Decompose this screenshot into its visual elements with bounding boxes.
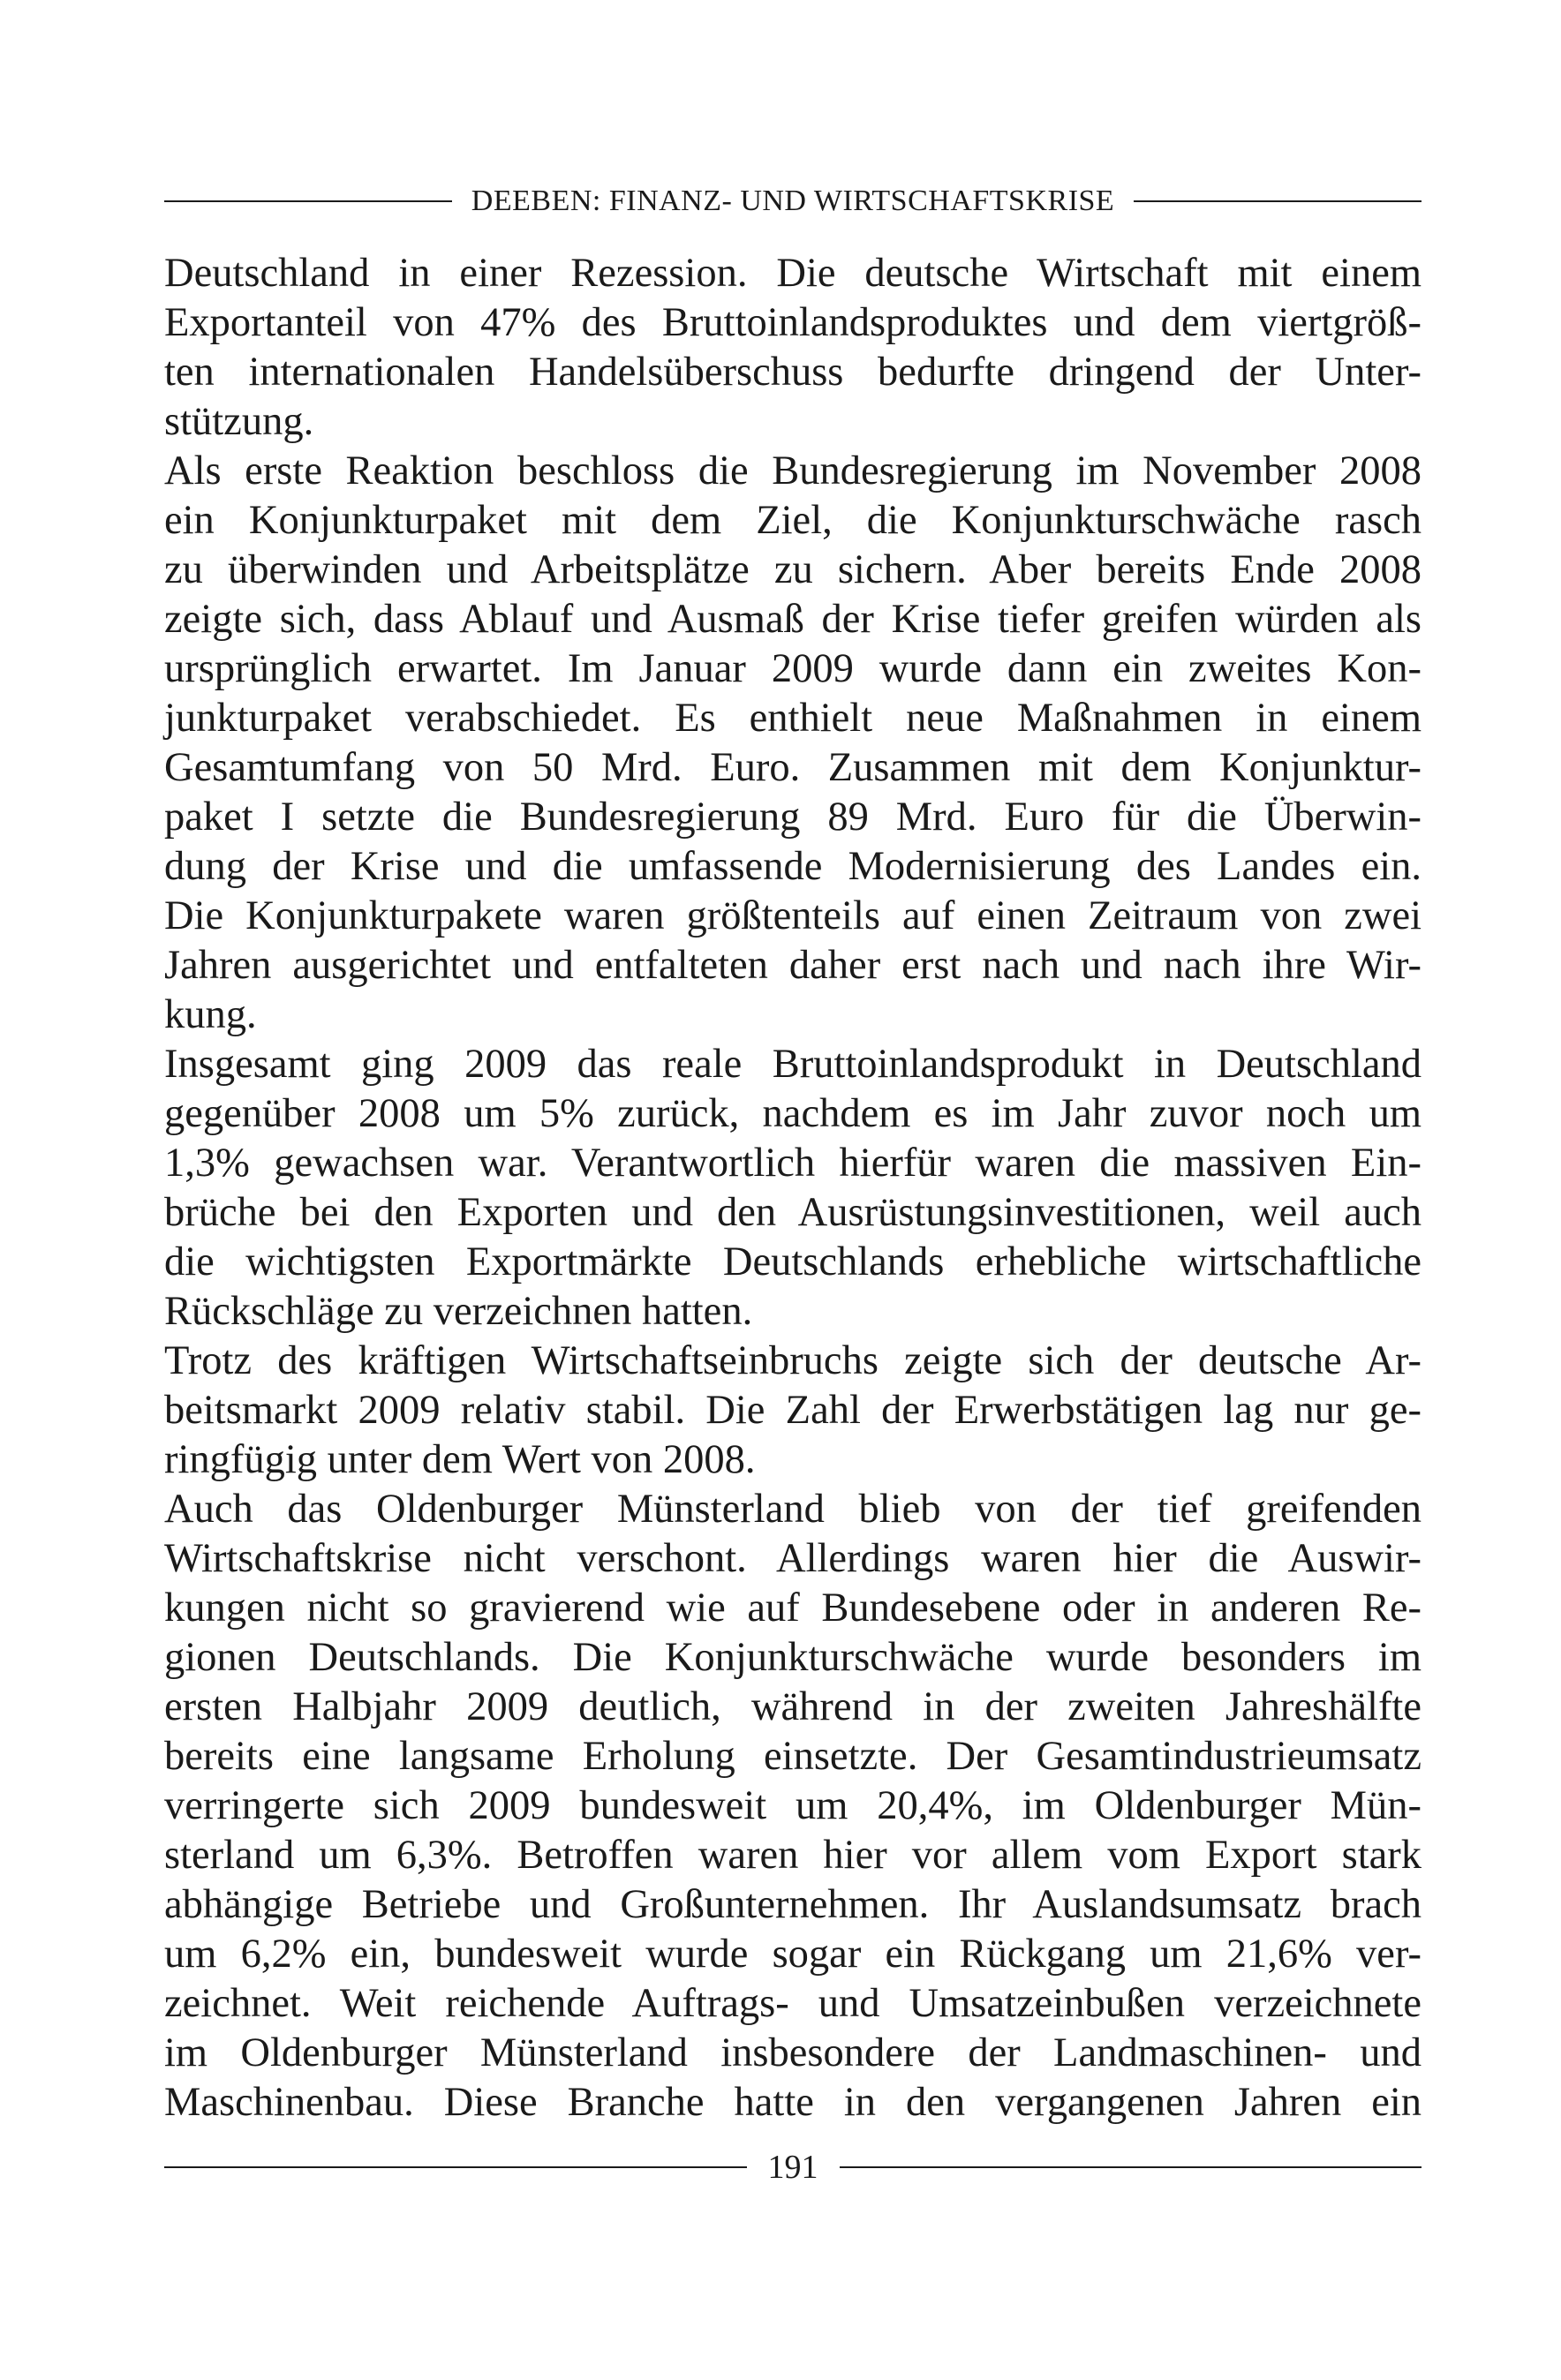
text-line: Als erste Reaktion beschloss die Bundesregierung im November 2008 <box>164 448 1421 493</box>
text-line: gegenüber 2008 um 5% zurück, nachdem es im Jahr zuvor noch um <box>164 1091 1421 1136</box>
footer-rule-left <box>164 2166 747 2168</box>
text-line: Deutschland in einer Rezession. Die deutsche Wirtschaft mit einem <box>164 251 1421 296</box>
running-header <box>164 179 1421 223</box>
text-line: Gesamtumfang von 50 Mrd. Euro. Zusammen mit dem Konjunktur- <box>164 745 1421 790</box>
text-line: dung der Krise und die umfassende Modernisierung des Landes ein. <box>164 844 1421 889</box>
page-number: 191 <box>767 2149 818 2186</box>
text-line: Die Konjunkturpakete waren größtenteils auf einen Zeitraum von zwei <box>164 893 1421 938</box>
header-rule-left <box>164 200 452 202</box>
text-line: paket I setzte die Bundesregierung 89 Mrd. Euro für die Überwin- <box>164 795 1421 840</box>
running-title: DEEBEN: FINANZ- UND WIRTSCHAFTSKRISE <box>471 185 1115 217</box>
text-line: Insgesamt ging 2009 das reale Bruttoinlandsprodukt in Deutschland <box>164 1042 1421 1087</box>
text-line: zu überwinden und Arbeitsplätze zu sichern. Aber bereits Ende 2008 <box>164 547 1421 592</box>
text-line: gionen Deutschlands. Die Konjunkturschwäche wurde besonders im <box>164 1635 1421 1680</box>
text-line: beitsmarkt 2009 relativ stabil. Die Zahl der Erwerbstätigen lag nur ge- <box>164 1388 1421 1433</box>
text-line: Wirtschaftskrise nicht verschont. Allerdings waren hier die Auswir- <box>164 1536 1421 1581</box>
text-line: kung. <box>164 992 257 1037</box>
text-line: Exportanteil von 47% des Bruttoinlandsproduktes und dem viertgröß- <box>164 300 1421 345</box>
text-line: zeigte sich, dass Ablauf und Ausmaß der Krise tiefer greifen würden als <box>164 597 1421 642</box>
text-line: Maschinenbau. Diese Branche hatte in den vergangenen Jahren ein <box>164 2080 1421 2125</box>
header-rule-right <box>1134 200 1421 202</box>
text-line: stützung. <box>164 399 314 444</box>
text-line: ten internationalen Handelsüberschuss bedurfte dringend der Unter- <box>164 350 1421 395</box>
text-line: um 6,2% ein, bundesweit wurde sogar ein Rückgang um 21,6% ver- <box>164 1932 1421 1977</box>
text-line: abhängige Betriebe und Großunternehmen. Ihr Auslandsumsatz brach <box>164 1882 1421 1927</box>
text-line: brüche bei den Exporten und den Ausrüstungsinvestitionen, weil auch <box>164 1190 1421 1235</box>
text-line: kungen nicht so gravierend wie auf Bundesebene oder in anderen Re- <box>164 1585 1421 1631</box>
footer-rule-right <box>840 2166 1422 2168</box>
text-line: sterland um 6,3%. Betroffen waren hier vor allem vom Export stark <box>164 1833 1421 1878</box>
text-line: Jahren ausgerichtet und entfalteten daher erst nach und nach ihre Wir- <box>164 943 1421 988</box>
text-line: ersten Halbjahr 2009 deutlich, während in der zweiten Jahreshälfte <box>164 1684 1421 1729</box>
text-line: 1,3% gewachsen war. Verantwortlich hierfür waren die massiven Ein- <box>164 1141 1421 1186</box>
text-line: Trotz des kräftigen Wirtschaftseinbruchs zeigte sich der deutsche Ar- <box>164 1338 1421 1383</box>
text-line: junkturpaket verabschiedet. Es enthielt neue Maßnahmen in einem <box>164 696 1421 741</box>
text-line: Auch das Oldenburger Münsterland blieb von der tief greifenden <box>164 1487 1421 1532</box>
text-line: bereits eine langsame Erholung einsetzte. Der Gesamtindustrieumsatz <box>164 1734 1421 1779</box>
text-line: Rückschläge zu verzeichnen hatten. <box>164 1289 753 1334</box>
body-text <box>164 249 1421 2128</box>
text-line: verringerte sich 2009 bundesweit um 20,4%, im Oldenburger Mün- <box>164 1783 1421 1828</box>
text-line: im Oldenburger Münsterland insbesondere der Landmaschinen- und <box>164 2030 1421 2075</box>
running-footer <box>164 2145 1421 2189</box>
text-line: die wichtigsten Exportmärkte Deutschlands erhebliche wirtschaftliche <box>164 1239 1421 1284</box>
text-line: ein Konjunkturpaket mit dem Ziel, die Konjunkturschwäche rasch <box>164 498 1421 543</box>
text-line: ursprünglich erwartet. Im Januar 2009 wurde dann ein zweites Kon- <box>164 646 1421 691</box>
text-line: zeichnet. Weit reichende Auftrags- und Umsatzeinbußen verzeichnete <box>164 1981 1421 2026</box>
text-line: ringfügig unter dem Wert von 2008. <box>164 1437 756 1482</box>
